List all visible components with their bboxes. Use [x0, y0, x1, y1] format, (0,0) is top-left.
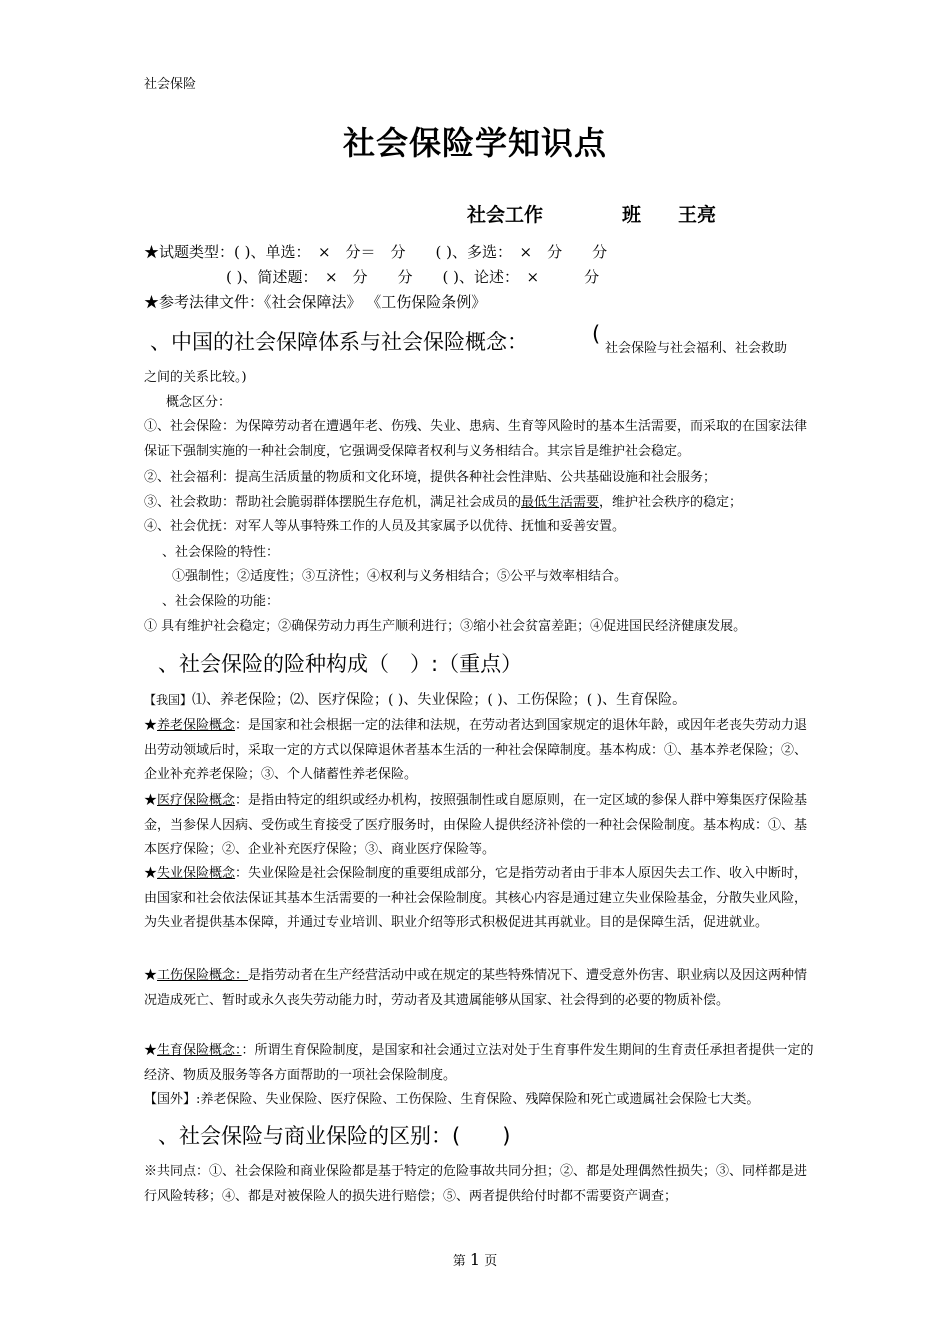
china-insurance-types: 【我国】⑴、养老保险；⑵、医疗保险；( )、失业保险；( )、工伤保险；( )、生育保险。: [144, 692, 687, 708]
features-list: ①强制性；②适度性；③互济性；④权利与义务相结合；⑤公平与效率相结合。: [172, 569, 628, 584]
concept-item-3: ③、社会救助：帮助社会脆弱群体摆脱生存危机，满足社会成员的最低生活需要，维护社会秩序的稳定；: [144, 495, 743, 510]
concept-item-1: ①、社会保险：为保障劳动者在遭遇年老、伤残、失业、患病、生育等风险时的基本生活需要，而采取的在国家法律保证下强制实施的一种社会制度，它强调受保障者权利与义务相结合。其宗旨是维护社会稳定。: [144, 419, 808, 459]
maternity-concept: ★生育保险概念：：所谓生育保险制度，是国家和社会通过立法对处于生育事件发生期间的生育责任承担者提供一定的经济、物质及服务等各方面帮助的一项社会保险制度。: [144, 1043, 814, 1083]
section1-heading: 、中国的社会保障体系与社会保险概念：: [150, 330, 528, 354]
byline-class: 班: [622, 204, 642, 226]
functions-list: ① 具有维护社会稳定；②确保劳动力再生产顺利进行；③缩小社会贫富差距；④促进国民经济健康发展。: [144, 619, 747, 634]
section3-heading: 、社会保险与商业保险的区别：( ): [158, 1124, 511, 1148]
section1-note: 社会保险与社会福利、社会救助: [605, 341, 788, 356]
unemployment-concept: ★失业保险概念：失业保险是社会保险制度的重要组成部分，它是指劳动者由于非本人原因失去工作、收入中断时，由国家和社会依法保证其基本生活需要的一种社会保险制度。其核心内容是通过建立失业保险基金，分散失业风险，为失业者提供基本保障，并通过专业培训、职业介绍等形式积极促进其再就业。目的是保障生活，促进就业。: [144, 866, 808, 930]
min-living-needs: 最低生活需要: [521, 495, 600, 510]
section1-paren: (: [592, 322, 601, 346]
concept-label: 概念区分：: [166, 395, 232, 410]
common-points: ※共同点：①、社会保险和商业保险都是基于特定的危险事故共同分担；②、都是处理偶然性损失；③、同样都是进行风险转移；④、都是对被保险人的损失进行赔偿；⑤、两者提供给付时都不需要资产调查；: [144, 1164, 808, 1204]
functions-label: 、社会保险的功能：: [162, 594, 280, 609]
injury-concept: ★工伤保险概念：是指劳动者在生产经营活动中或在规定的某些特殊情况下、遭受意外伤害、职业病以及因这两种情况造成死亡、暂时或永久丧失劳动能力时，劳动者及其遗属能够从国家、社会得到的必要的物质补偿。: [144, 968, 808, 1008]
section1-note-cont: 之间的关系比较。): [144, 370, 247, 385]
medical-concept: ★医疗保险概念：是指由特定的组织或经办机构，按照强制性或自愿原则，在一定区域的参保人群中筹集医疗保险基金，当参保人因病、受伤或生育接受了医疗服务时，由保险人提供经济补偿的一种社会保险制度。基本构成：①、基本医疗保险；②、企业补充医疗保险；③、商业医疗保险等。: [144, 793, 808, 857]
pension-concept: ★养老保险概念：是国家和社会根据一定的法律和法规，在劳动者达到国家规定的退休年龄，或因年老丧失劳动力退出劳动领域后时，采取一定的方式以保障退休者基本生活的一种社会保障制度。基本构成：①、基本养老保险；②、企业补充养老保险；③、个人储蓄性养老保险。: [144, 718, 808, 782]
foreign-insurance-types: 【国外】:养老保险、失业保险、医疗保险、工伤保险、生育保险、残障保险和死亡或遗属社会保险七大类。: [144, 1092, 760, 1107]
page-title: 社会保险学知识点: [342, 124, 607, 162]
features-label: 、社会保险的特性：: [162, 545, 280, 560]
exam-types-line2: ( )、简述题： × 分 分 ( )、论述： × 分: [226, 268, 600, 286]
law-documents: ★参考法律文件：《社会保障法》 《工伤保险条例》: [144, 293, 487, 311]
running-header: 社会保险: [144, 77, 197, 92]
section2-heading: 、社会保险的险种构成（ ）:（重点）: [158, 652, 523, 676]
page-number: 1: [469, 1250, 481, 1269]
page-footer: 第 1 页: [452, 1250, 498, 1269]
byline-major: 社会工作: [467, 204, 544, 226]
concept-item-4: ④、社会优抚：对军人等从事特殊工作的人员及其家属予以优待、抚恤和妥善安置。: [144, 519, 626, 534]
byline-name: 王亮: [678, 204, 717, 226]
concept-item-2: ②、社会福利：提高生活质量的物质和文化环境，提供各种社会性津贴、公共基础设施和社会服务；: [144, 470, 717, 485]
exam-types-line1: ★试题类型：( )、单选： × 分＝ 分 ( )、多选： × 分 分: [144, 243, 608, 261]
